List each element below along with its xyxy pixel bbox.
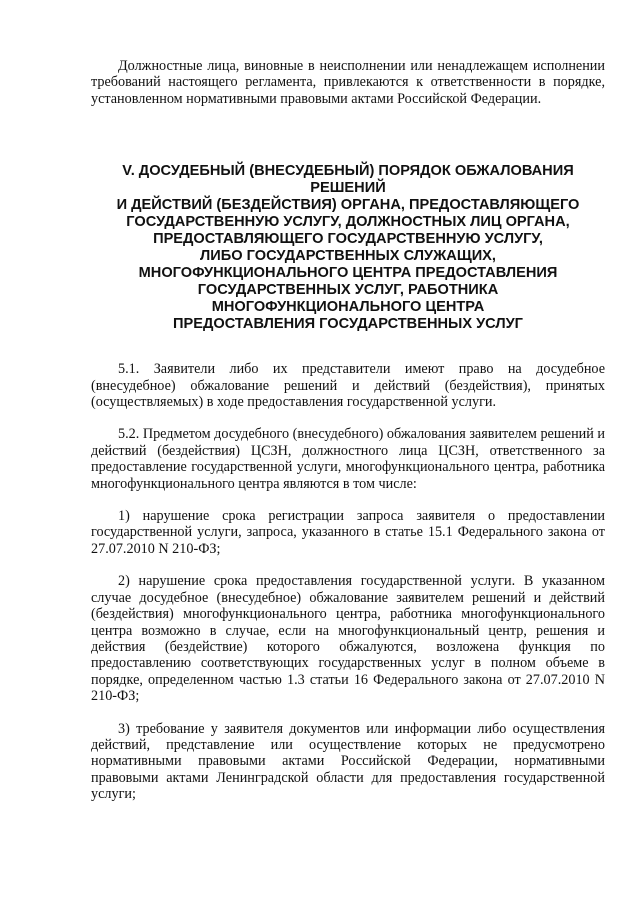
section-heading-line: ЛИБО ГОСУДАРСТВЕННЫХ СЛУЖАЩИХ, bbox=[200, 248, 496, 265]
section-heading-line: МНОГОФУНКЦИОНАЛЬНОГО ЦЕНТРА bbox=[211, 299, 485, 316]
list-item-3: 3) требование у заявителя документов или информации либо осуществления действий, представление или осуществление которых не предусмотрено нормативными правовыми актами Российской Федерации, нормативными правовыми актами Ленинградской области для предоставления государственной услуги; bbox=[91, 720, 605, 803]
section-heading-line: ПРЕДОСТАВЛЕНИЯ ГОСУДАРСТВЕННЫХ УСЛУГ bbox=[173, 316, 523, 333]
section-heading-line: МНОГОФУНКЦИОНАЛЬНОГО ЦЕНТРА ПРЕДОСТАВЛЕНИЯ bbox=[138, 265, 558, 282]
paragraph-5-1: 5.1. Заявители либо их представители имеют право на досудебное (внесудебное) обжалование решений и действий (бездействия), принятых (осуществляемых) в ходе предоставления государственной услуги. bbox=[91, 361, 605, 411]
section-heading-line: И ДЕЙСТВИЙ (БЕЗДЕЙСТВИЯ) ОРГАНА, ПРЕДОСТАВЛЯЮЩЕГО bbox=[116, 197, 580, 214]
section-heading-line: ГОСУДАРСТВЕННУЮ УСЛУГУ, ДОЛЖНОСТНЫХ ЛИЦ ОРГАНА, bbox=[126, 214, 570, 231]
section-heading-line: РЕШЕНИЙ bbox=[310, 180, 386, 197]
list-item-1: 1) нарушение срока регистрации запроса заявителя о предоставлении государственной услуги, запроса, указанного в статье 15.1 Федерального закона от 27.07.2010 N 210-ФЗ; bbox=[91, 508, 605, 557]
section-heading-line: V. ДОСУДЕБНЫЙ (ВНЕСУДЕБНЫЙ) ПОРЯДОК ОБЖАЛОВАНИЯ bbox=[122, 163, 574, 180]
section-heading-line: ПРЕДОСТАВЛЯЮЩЕГО ГОСУДАРСТВЕННУЮ УСЛУГУ, bbox=[153, 231, 543, 248]
intro-paragraph: Должностные лица, виновные в неисполнении или ненадлежащем исполнении требований настоящего регламента, привлекаются к ответственности в порядке, установленном нормативными правовыми актами Российской Федерации. bbox=[91, 58, 605, 107]
paragraph-5-2: 5.2. Предметом досудебного (внесудебного) обжалования заявителем решений и действий (бездействия) ЦСЗН, должностного лица ЦСЗН, ответственного за предоставление государственной услуги, многофункционального центра, работника многофункционального центра являются в том числе: bbox=[91, 426, 605, 492]
document-body bbox=[91, 58, 605, 819]
section-heading-line: ГОСУДАРСТВЕННЫХ УСЛУГ, РАБОТНИКА bbox=[197, 282, 499, 299]
list-item-2: 2) нарушение срока предоставления государственной услуги. В указанном случае досудебное (внесудебное) обжалование заявителем решений и действий (бездействия) многофункционального центра, работника многофункционального центра возможно в случае, если на многофункциональный центр, решения и действия (бездействие) которого обжалуются, возложена функция по предоставлению соответствующих государственных услуг в полном объеме в порядке, определенном частью 1.3 статьи 16 Федерального закона от 27.07.2010 N 210-ФЗ; bbox=[91, 573, 605, 705]
section-heading bbox=[91, 163, 605, 333]
